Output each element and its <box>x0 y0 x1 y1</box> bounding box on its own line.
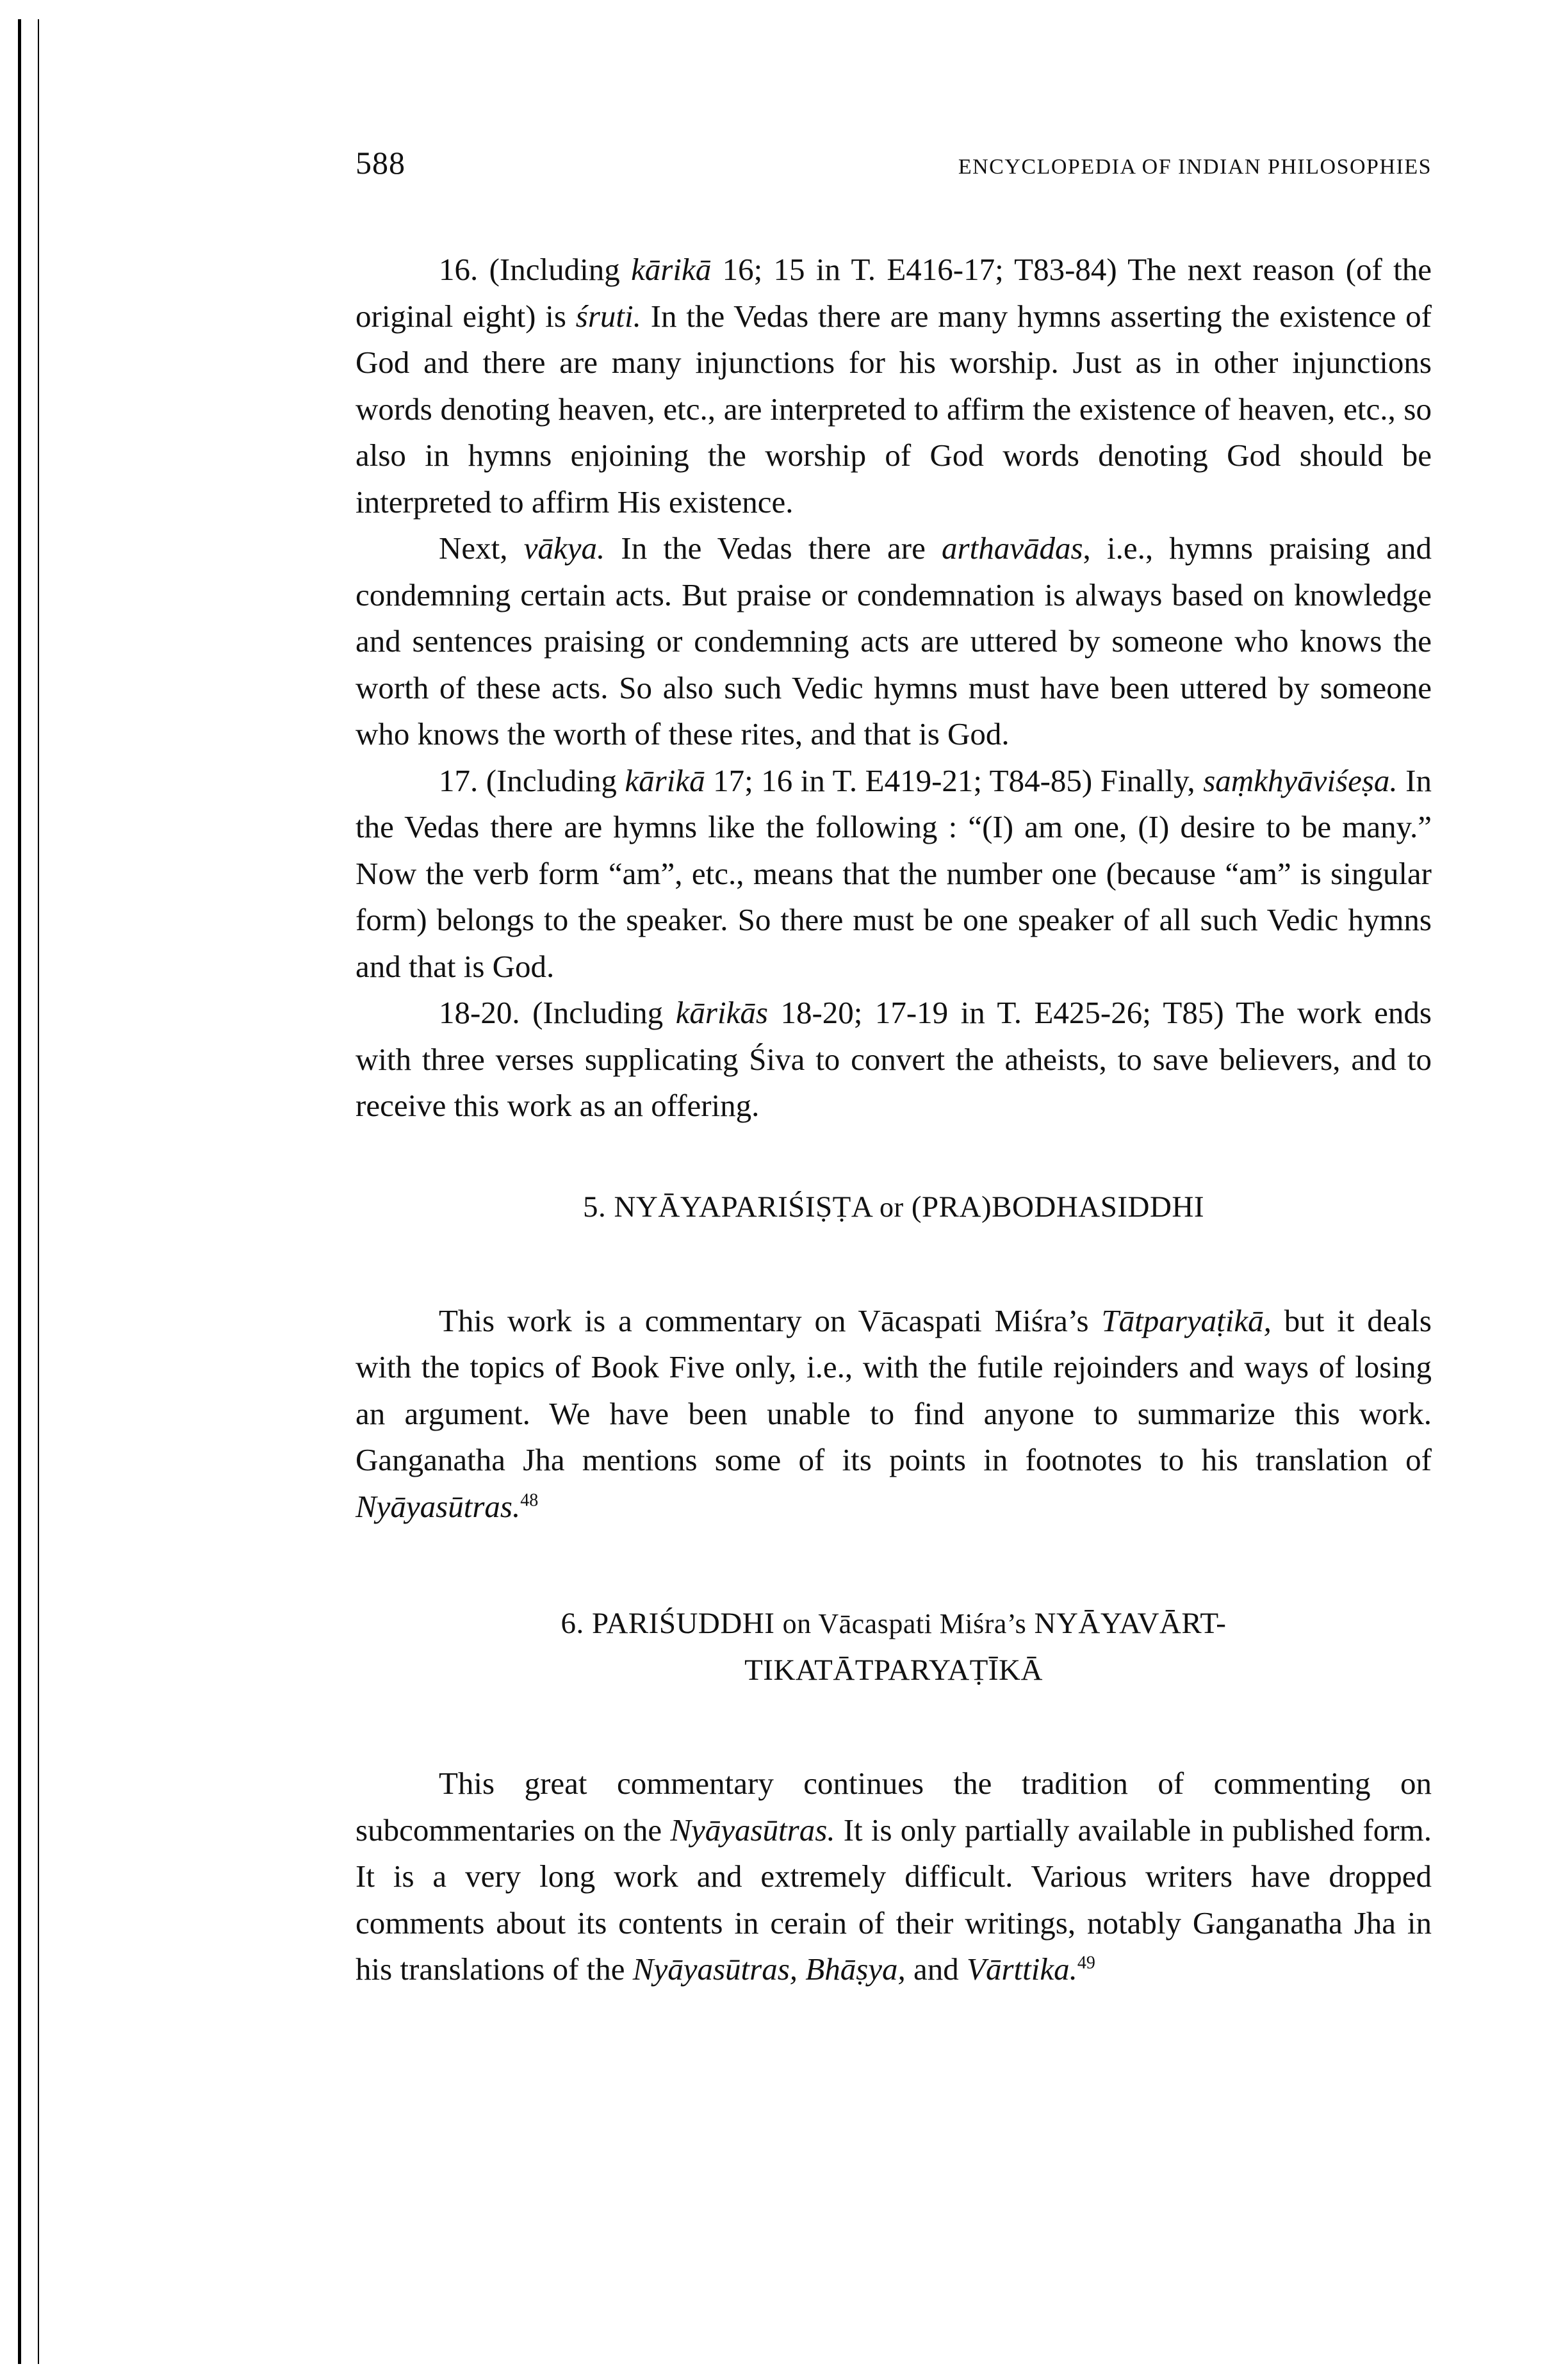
term-samkhyavisesa: saṃkhyāviśeṣa. <box>1203 762 1398 798</box>
paragraph-16: 16. (Including kārikā 16; 15 in T. E416-17; T83-84) The next reason (of the original eight) is śruti. In the Vedas there are many hymns asserting the existence of God and there are many injunctions for his worship. Just as in other injunctions words denoting heaven, etc., are interpreted to affirm the existence of heaven, etc., so also in hymns enjoining the worship of God words denoting God should be interpreted to affirm His existence. <box>356 252 1432 520</box>
paragraph-18-20: 18-20. (Including kārikās 18-20; 17-19 in T. E425-26; T85) The work ends with three verses supplicating Śiva to convert the atheists, to save believers, and to receive this work as an offering. <box>356 995 1432 1123</box>
page-body <box>356 247 1432 1993</box>
section-heading-5: 5. NYĀYAPARIŚIṢṬA or (PRA)BODHASIDDHI <box>582 1190 1205 1224</box>
running-header <box>356 144 1432 189</box>
book-page <box>356 144 1432 1993</box>
title-nyayasutras-bhasya: Nyāyasūtras, Bhāṣya, <box>632 1951 906 1987</box>
footnote-marker-48[interactable]: 48 <box>520 1490 539 1511</box>
paragraph-next-vakya: Next, vākya. In the Vedas there are arthavādas, i.e., hymns praising and condemning certain acts. But praise or condemnation is always based on knowledge and sentences praising or condemning acts are uttered by someone who knows the worth of these acts. So also such Vedic hymns must have been uttered by someone who knows the worth of these rites, and that is God. <box>356 530 1432 751</box>
title-nyayasutras: Nyāyasūtras. <box>670 1812 835 1848</box>
paragraph-section-5: This work is a commentary on Vācaspati Miśra’s Tātparyaṭikā, but it deals with the topics of Book Five only, i.e., with the futile rejoinders and ways of losing an argument. We have been unable to find anyone to summarize this work. Ganganatha Jha mentions some of its points in footnotes to his translation of Nyāyasūtras.$^{48}$ <box>356 1302 1432 1524</box>
scan-binding-edge-line <box>18 19 21 2364</box>
term-karika: kārikā <box>625 762 705 798</box>
title-nyayasutras: Nyāyasūtras. <box>356 1488 521 1524</box>
paragraph-17: 17. (Including kārikā 17; 16 in T. E419-21; T84-85) Finally, saṃkhyāviśeṣa. In the Vedas there are hymns like the following : “(I) am one, (I) desire to be many.” Now the verb form “am”, etc., means that the number one (because “am” is singular form) belongs to the speaker. So there must be one speaker of all such Vedic hymns and that is God. <box>356 762 1432 984</box>
section-heading-6-line-2: TIKATĀTPARYAṬĪKĀ <box>744 1654 1043 1687</box>
running-title: ENCYCLOPEDIA OF INDIAN PHILOSOPHIES <box>958 155 1432 179</box>
page-number: 588 <box>356 145 405 181</box>
term-karika: kārikā <box>631 252 712 287</box>
section-heading-6-line-1: 6. PARIŚUDDHI on Vācaspati Miśra’s NYĀYAVĀRT- <box>561 1607 1227 1640</box>
footnote-marker-49[interactable]: 49 <box>1077 1953 1095 1973</box>
term-arthavadas: arthavādas <box>942 530 1083 566</box>
paragraph-section-6: This great commentary continues the tradition of commenting on subcommentaries on the Nyāyasūtras. It is only partially available in published form. It is a very long work and extremely difficult. Various writers have dropped comments about its contents in cerain of their writings, notably Ganganatha Jha in his translations of the Nyāyasūtras, Bhāṣya, and Vārttika.$^{49}$ <box>356 1766 1432 1987</box>
term-vakya: vākya. <box>523 530 605 566</box>
scan-binding-edge-line-thin <box>38 19 39 2364</box>
term-karikas: kārikās <box>675 995 768 1030</box>
title-tatparyatika: Tātparyaṭikā, <box>1101 1302 1272 1338</box>
term-sruti: śruti. <box>575 298 641 334</box>
section-heading-6 <box>356 1600 1432 1693</box>
title-varttika: Vārttika. <box>967 1951 1077 1987</box>
